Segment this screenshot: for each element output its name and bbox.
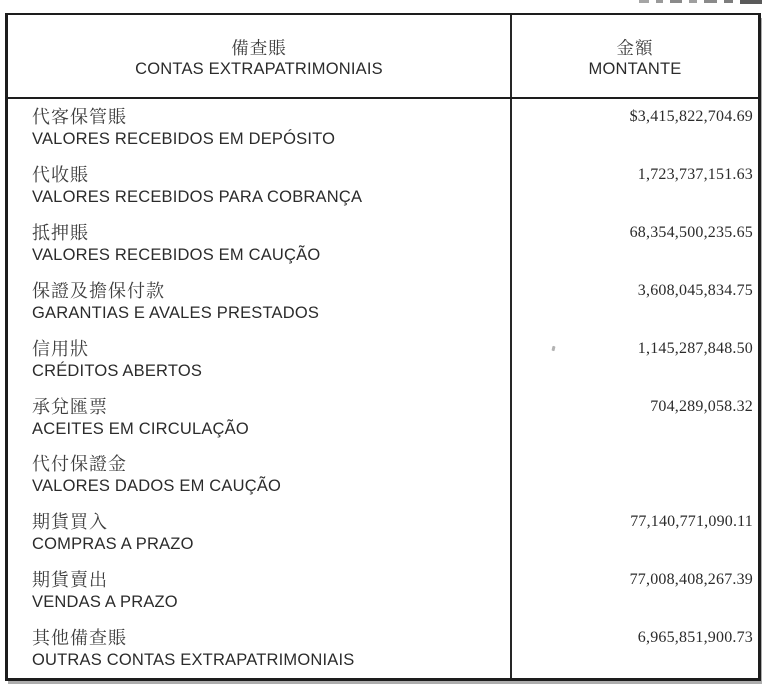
header-accounts-zh: 備查賬	[231, 37, 287, 58]
amount-value: 1,723,737,151.63	[637, 165, 753, 183]
account-name-zh: 信用狀	[32, 338, 89, 359]
account-name-zh: 期貨賣出	[32, 570, 108, 591]
table-header-row	[8, 15, 758, 99]
account-name-pt: VALORES RECEBIDOS EM DEPÓSITO	[32, 130, 336, 148]
table-row	[8, 157, 758, 215]
table-row	[8, 215, 758, 273]
account-cell	[8, 504, 510, 562]
text-fragment-mark	[724, 0, 733, 3]
table-row	[8, 446, 758, 504]
account-name-pt: VALORES RECEBIDOS PARA COBRANÇA	[32, 187, 363, 206]
account-name-zh: 代收賬	[32, 164, 89, 185]
table-row	[8, 389, 758, 447]
amount-value: 6,965,851,900.73	[637, 629, 753, 647]
text-fragment-mark	[689, 0, 697, 3]
text-fragment-mark	[656, 0, 663, 3]
amount-value: 1,145,287,848.50	[637, 339, 753, 357]
account-cell	[8, 157, 510, 215]
account-cell	[8, 620, 510, 678]
amount-cell	[510, 446, 758, 504]
account-name-pt: OUTRAS CONTAS EXTRAPATRIMONIAIS	[32, 651, 355, 670]
table-row	[8, 273, 758, 331]
amount-value: 68,354,500,235.65	[629, 223, 753, 241]
header-amount-pt: MONTANTE	[588, 59, 682, 78]
header-amount-cell	[510, 15, 758, 97]
amount-cell	[510, 562, 758, 620]
account-name-pt: CRÉDITOS ABERTOS	[32, 361, 203, 380]
account-name-zh: 代客保管賬	[32, 107, 127, 127]
account-name-zh: 期貨買入	[32, 512, 108, 533]
text-fragment-mark	[740, 0, 762, 4]
account-name-pt: VALORES RECEBIDOS EM CAUÇÃO	[32, 245, 321, 264]
table-row	[8, 562, 758, 620]
amount-value: 77,140,771,090.11	[630, 513, 753, 531]
text-fragment-mark	[639, 0, 649, 3]
amount-cell	[510, 331, 758, 389]
account-name-zh: 抵押賬	[32, 222, 89, 243]
account-name-pt: VENDAS A PRAZO	[32, 593, 178, 612]
amount-cell	[510, 157, 758, 215]
amount-cell	[510, 99, 758, 157]
table-row	[8, 504, 758, 562]
header-amount-zh: 金額	[616, 37, 654, 58]
table-body	[8, 99, 758, 678]
amount-cell	[510, 504, 758, 562]
account-cell	[8, 215, 510, 273]
extrapatrimonial-accounts-table	[5, 13, 761, 681]
account-name-pt: VALORES DADOS EM CAUÇÃO	[32, 477, 282, 496]
table-row	[8, 620, 758, 678]
account-name-zh: 保證及擔保付款	[32, 280, 165, 301]
amount-cell	[510, 620, 758, 678]
amount-value: $3,415,822,704.69	[629, 108, 753, 125]
account-cell	[8, 99, 510, 157]
account-name-zh: 承兌匯票	[32, 396, 108, 417]
amount-cell	[510, 389, 758, 447]
amount-cell	[510, 215, 758, 273]
account-cell	[8, 562, 510, 620]
amount-cell	[510, 273, 758, 331]
header-accounts-cell	[8, 15, 510, 97]
text-fragment-mark	[670, 0, 682, 3]
table-row	[8, 331, 758, 389]
account-name-zh: 其他備查賬	[32, 628, 127, 649]
account-cell	[8, 331, 510, 389]
table-row	[8, 99, 758, 157]
amount-value: 704,289,058.32	[650, 397, 753, 415]
cropped-text-fragment	[639, 0, 762, 4]
account-name-zh: 代付保證金	[32, 454, 127, 475]
account-cell	[8, 273, 510, 331]
amount-value: 77,008,408,267.39	[629, 571, 753, 589]
account-cell	[8, 389, 510, 447]
amount-value: 3,608,045,834.75	[637, 281, 753, 299]
account-name-pt: COMPRAS A PRAZO	[32, 535, 194, 554]
account-cell	[8, 446, 510, 504]
account-name-pt: ACEITES EM CIRCULAÇÃO	[32, 419, 249, 438]
account-name-pt: GARANTIAS E AVALES PRESTADOS	[32, 303, 320, 322]
header-accounts-pt: CONTAS EXTRAPATRIMONIAIS	[135, 59, 383, 78]
text-fragment-mark	[704, 0, 717, 3]
